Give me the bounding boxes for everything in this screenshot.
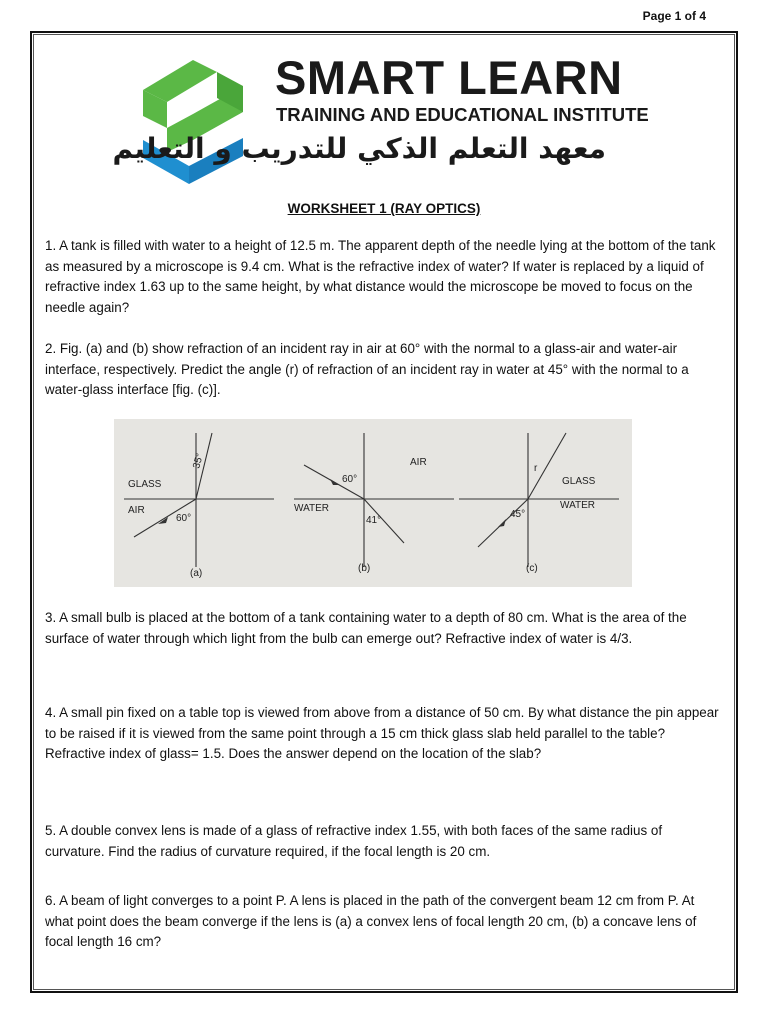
angle-c-bottom: 45° bbox=[510, 509, 526, 520]
angle-b-top: 60° bbox=[342, 474, 358, 485]
refraction-figure bbox=[114, 419, 632, 587]
question-3: 3. A small bulb is placed at the bottom of a tank containing water to a depth of 80 cm. What is the area of the surface of water through which light from the bulb can emerge out? Refractive index of water is 4/3. bbox=[45, 610, 687, 646]
label-b-lower: WATER bbox=[294, 503, 329, 514]
label-a-upper: GLASS bbox=[128, 479, 162, 490]
question-1: 1. A tank is filled with water to a height of 12.5 m. The apparent depth of the needle lying at the bottom of the tank as measured by a microscope is 9.4 cm. What is the refractive index of water? If water is replaced by a liquid of refractive index 1.63 up to the same height, by what distance would the microscope be moved to focus on the needle again? bbox=[45, 238, 716, 315]
brand-name: SMART LEARN bbox=[275, 51, 623, 104]
angle-a-top: 35° bbox=[191, 452, 206, 470]
brand-arabic-name: معهد التعلم الذكي للتدريب و التعليم bbox=[112, 132, 606, 165]
label-c-lower: WATER bbox=[560, 500, 595, 511]
arrow-a bbox=[158, 517, 168, 524]
arrow-b bbox=[330, 479, 340, 485]
brand-subtitle: TRAINING AND EDUCATIONAL INSTITUTE bbox=[276, 104, 649, 125]
caption-c: (c) bbox=[526, 563, 538, 574]
arrow-c bbox=[498, 519, 506, 527]
label-b-upper: AIR bbox=[410, 457, 427, 468]
page-number: Page 1 of 4 bbox=[642, 9, 706, 23]
worksheet-title: WORKSHEET 1 (RAY OPTICS) bbox=[287, 201, 481, 216]
label-a-lower: AIR bbox=[128, 505, 145, 516]
question-5: 5. A double convex lens is made of a glass of refractive index 1.55, with both faces of the same radius of curvature. Find the radius of curvature required, if the focal length is 20 cm. bbox=[45, 823, 663, 859]
angle-c-top: r bbox=[534, 463, 538, 474]
caption-a: (a) bbox=[190, 568, 203, 579]
institute-logo bbox=[112, 48, 649, 188]
angle-b-bottom: 41° bbox=[366, 515, 382, 526]
angle-a-bottom: 60° bbox=[176, 513, 192, 524]
label-c-upper: GLASS bbox=[562, 476, 596, 487]
caption-b: (b) bbox=[358, 563, 371, 574]
refraction-diagrams bbox=[114, 419, 632, 587]
question-6: 6. A beam of light converges to a point P. A lens is placed in the path of the convergent beam 12 cm from P. At what point does the beam converge if the lens is (a) a convex lens of focal length 20 cm, (b) a concave lens of focal length 16 cm? bbox=[45, 893, 697, 949]
question-4: 4. A small pin fixed on a table top is viewed from above from a distance of 50 cm. By what distance the pin appear to be raised if it is viewed from the same point through a 15 cm thick glass slab held parallel to the table? Refractive index of glass= 1.5. Does the answer depend on the location of the slab? bbox=[45, 705, 719, 761]
question-2: 2. Fig. (a) and (b) show refraction of an incident ray in air at 60° with the normal to a glass-air and water-air interface, respectively. Predict the angle (r) of refraction of an incident ray in water at 45° with the normal to a water-glass interface [fig. (c)]. bbox=[45, 341, 689, 397]
